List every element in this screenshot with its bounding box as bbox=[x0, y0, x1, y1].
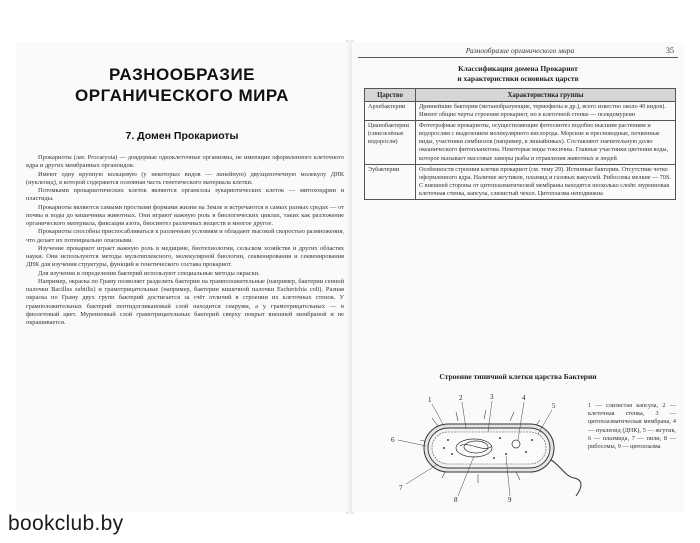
chapter-title-line2: ОРГАНИЧЕСКОГО МИРА bbox=[75, 86, 289, 105]
paragraph: Для изучения и определения бактерий используют специальные методы окраски. bbox=[38, 269, 260, 277]
table-caption-line1: Классификация домена Прокариот bbox=[458, 64, 578, 73]
site-watermark: bookclub.by bbox=[8, 512, 124, 535]
description-cell: Особенности строения клетки прокариот (см. тему 29). Истинные бактерии. Отсутствие четко оформленного ядра. Наличие жгутиков, плазмид и газовых вакуолей. Рибосомы мелкие — 70S. С внешней стороны от цитоплазматической мембраны находятся несколько слоёв: муреиновая клеточная стенка, капсула, слизистый чехол. Цитоплазма неподвижна bbox=[416, 164, 676, 199]
table-header-row bbox=[365, 89, 676, 102]
description-cell: Фототрофные прокариоты, осуществляющие фотосинтез подобно высшим растениям и водорослям с выделением молекулярного кислорода. Морские и пресноводные, почвенные виды, участники симбиозов (например, в лишайниках). Составляют значительную долю океанического фитопланктона. Некоторые виды токсичны. Главные участники цветения воды, которое вызывает массовые заморы рыбы и отравления животных и людей bbox=[416, 121, 676, 164]
description-cell: Древнейшие бактерии (метанобразующие, термофилы и др.), всего известно около 40 видов). Имеют общие черты строения прокариот, но в клеточной стенке — псевдомуреин bbox=[416, 102, 676, 121]
table-header-description: Характеристика группы bbox=[416, 89, 676, 102]
diagram-label: 7 bbox=[399, 484, 403, 492]
table-row bbox=[365, 164, 676, 199]
right-page bbox=[352, 42, 684, 512]
paragraph: Прокариоты являются самыми простыми формами жизни на Земле и встречаются в самых разных средах — от почвы и воды до кишечника животных. Они играют важную роль в биологических циклах, таких как разложение органического материала, фиксация азота, биосинтез различных веществ и многое другое. bbox=[26, 203, 344, 227]
diagram-label: 4 bbox=[522, 394, 526, 402]
chapter-title bbox=[16, 64, 348, 106]
table-row bbox=[365, 102, 676, 121]
left-page bbox=[16, 42, 348, 512]
table-caption bbox=[352, 64, 684, 83]
page-number: 35 bbox=[666, 46, 674, 55]
table-header-kingdom: Царство bbox=[365, 89, 416, 102]
paragraph: Например, окраска по Граму позволяет разделить бактерии на грамположительные (например, бактерии сенной палочки Bacillus subtilis) и грамотрицательные (например, бактерии кишечной палочки Escherichia coli). Разная окраска по Граму двух групп бактерий достигается за счёт отличий в строении их клеточных стенок. У грамположительных бактерий пептидогликановый слой находится снаружи, а у грамотрицательных — в фиолетовый цвет. Муреиновый слой грамотрицательных бактерий сверху покрыт внешней мембраной и не окрашивается. bbox=[26, 277, 344, 326]
diagram-label: 6 bbox=[391, 436, 395, 444]
paragraph: Имеют одну крупную кольцевую (у некоторых видов — линейную) двухцепочечную молекулу ДНК (нуклеоид), в которой содержится основная часть генетического материала клетки. bbox=[26, 170, 344, 186]
kingdom-cell: Архебактерии bbox=[365, 102, 416, 121]
bacterium-diagram bbox=[388, 392, 584, 502]
classification-table bbox=[364, 88, 676, 200]
diagram-label: 5 bbox=[552, 402, 556, 410]
body-text bbox=[26, 154, 344, 327]
diagram-label: 3 bbox=[490, 393, 494, 401]
chapter-title-line1: РАЗНООБРАЗИЕ bbox=[108, 65, 256, 84]
diagram-label: 9 bbox=[508, 496, 512, 502]
diagram-label: 1 bbox=[428, 396, 432, 404]
section-title: 7. Домен Прокариоты bbox=[125, 130, 239, 142]
diagram-label: 8 bbox=[454, 496, 458, 502]
running-head: Разнообразие органического мира bbox=[465, 46, 575, 55]
paragraph: Изучение прокариот играет важную роль в медицине, биотехнологии, сельском хозяйстве и других областях науки. Они используются методы мультиплексного, молекулярной биологии, секвенирования и секвенирования ДНК для изучения структуры, функций и генетического состава прокариот. bbox=[26, 244, 344, 269]
diagram-caption: Строение типичной клетки царства Бактерии bbox=[439, 372, 597, 381]
kingdom-cell: Цианобактерии (синезелёные водоросли) bbox=[365, 121, 416, 164]
diagram-legend: 1 — слизистая капсула, 2 — клеточная стенка, 3 — цитоплазматическая мембрана, 4 — нуклеоид (ДНК), 5 — жгутик, 6 — плазмида, 7 — пили, 8 — рибосомы, 9 — цитоплазма bbox=[588, 402, 676, 451]
kingdom-cell: Эубактерии bbox=[365, 164, 416, 199]
diagram-label: 2 bbox=[459, 394, 463, 402]
paragraph: Прокариоты способны приспосабливаться к различным условиям и обладают высокой скоростью размножения, что делает их потенциально опасными. bbox=[26, 228, 344, 244]
paragraph: Прокариоты (лат. Procaryota) — доядерные одноклеточные организмы, не имеющие оформленного клеточного ядра и других мембранных органоидов. bbox=[26, 154, 344, 170]
paragraph: Потомками прокариотических клеток являются органеллы эукариотических клеток — митохондрии и пластиды. bbox=[26, 187, 344, 203]
table-caption-line2: и характеристики основных царств bbox=[457, 73, 579, 83]
header-rule bbox=[358, 57, 678, 58]
flagellum bbox=[548, 458, 581, 496]
table-row bbox=[365, 121, 676, 164]
